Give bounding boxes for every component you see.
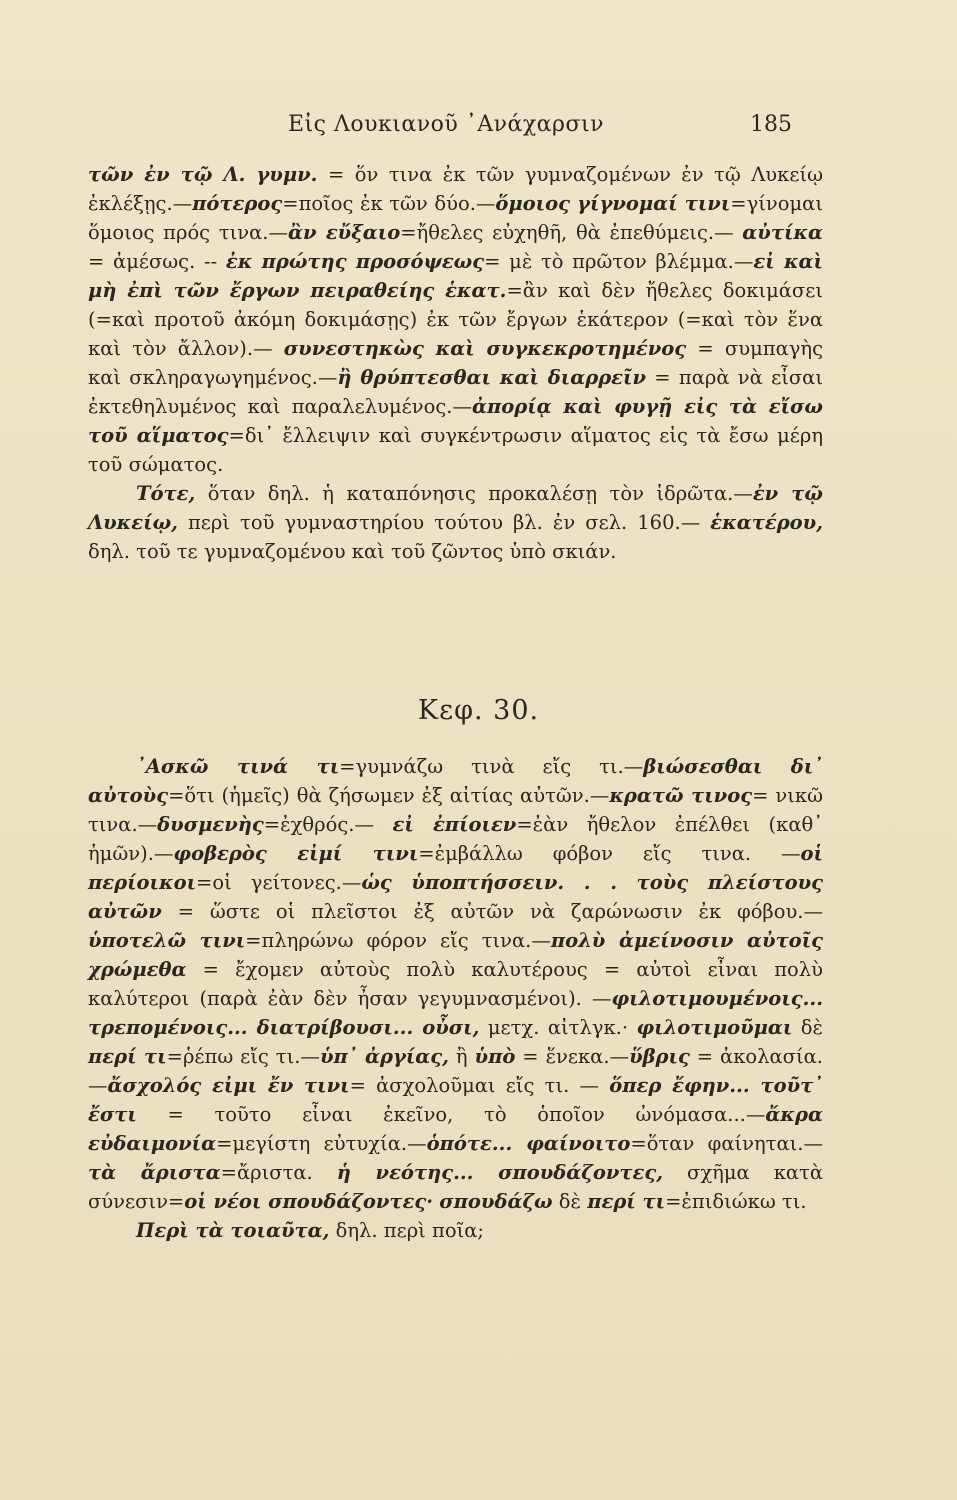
gloss: = μὲ τὸ πρῶτον βλέμμα.— — [484, 250, 754, 273]
lemma: ὁπότε... φαίνοιτο — [426, 1132, 631, 1155]
chapter-heading: Κεφ. 30. — [417, 695, 540, 726]
gloss: = τοῦτο εἶναι ἐκεῖνο, τὸ ὁποῖον ὠνόμασα...— — [136, 1103, 766, 1126]
lemma: βιώσεσθαι δι᾿ αὐτοὺς — [88, 755, 823, 807]
gloss: = παρὰ νὰ εἶσαι ἐκτεθηλυμένος καὶ παραλελυμένος.— — [88, 366, 823, 418]
commentary-paragraph — [88, 752, 823, 1216]
gloss: ὅταν δηλ. ἡ καταπόνησις προκαλέσῃ τὸν ἱδρῶτα.— — [195, 482, 753, 505]
gloss: δὲ — [792, 1016, 824, 1039]
gloss: = ὅν τινα ἐκ τῶν γυμναζομένων ἐν τῷ Λυκείῳ ἐκλέξῃς.— — [88, 163, 823, 215]
lemma: συνεστηκὼς καὶ συγκεκροτημένος — [283, 337, 687, 360]
gloss: =ποῖος ἐκ τῶν δύο.— — [282, 192, 496, 215]
gloss: =γυμνάζω τινὰ εἴς τι.— — [339, 755, 644, 778]
gloss: =ἄριστα. — [220, 1161, 337, 1184]
gloss: =γίνομαι ὅμοιος πρός τινα.— — [88, 192, 823, 244]
gloss: = νικῶ τινα.— — [88, 784, 823, 836]
gloss: =οἱ γείτονες.— — [196, 871, 362, 894]
lemma: ἑκατέρου, — [710, 511, 823, 534]
lemma: ἂν εὔξαιο — [287, 221, 401, 244]
gloss: =δι᾿ ἔλλειψιν καὶ συγκέντρωσιν αἵματος εἰς τὰ ἔσω μέρη τοῦ σώματος. — [88, 424, 823, 476]
lemma: δυσμενὴς — [157, 813, 264, 836]
lemma: εἰ καὶ μὴ ἐπὶ τῶν ἔργων πειραθείης ἑκατ. — [88, 250, 823, 302]
lemma: περί τι — [88, 1045, 167, 1068]
gloss: =ὅταν φαίνηται.— — [630, 1132, 823, 1155]
gloss: =ῥέπω εἴς τι.— — [166, 1045, 320, 1068]
lemma: περί τι — [587, 1190, 666, 1213]
gloss: μετχ. αἰτλγκ.· — [479, 1016, 637, 1039]
lemma: Τότε, — [136, 482, 196, 505]
gloss: =ἐχθρός.— — [263, 813, 393, 836]
gloss: ἢ — [448, 1045, 475, 1068]
lemma: ἐκ πρώτης προσόψεως — [225, 250, 485, 273]
lemma: φιλοτιμουμένοις... τρεπομένοις... διατρίβουσι... οὖσι, — [88, 987, 823, 1039]
lemma: Περὶ τὰ τοιαῦτα, — [136, 1219, 330, 1242]
lemma: πολὺ ἀμείνοσιν αὐτοῖς χρώμεθα — [88, 929, 824, 981]
lemma: τῶν ἐν τῷ Λ. γυμν. — [88, 163, 318, 186]
gloss: =μεγίστη εὐτυχία.— — [216, 1132, 427, 1155]
lemma: ὕβρις — [629, 1045, 690, 1068]
lemma: αὐτίκα — [742, 221, 824, 244]
gloss: δηλ. περὶ ποῖα; — [329, 1219, 484, 1242]
running-head-title: Εἰς Λουκιανοῦ ᾿Ανάχαρσιν — [288, 112, 604, 137]
gloss: = ἕνεκα.— — [515, 1045, 630, 1068]
lemma: ὑπ᾿ ἀργίας, — [319, 1045, 449, 1068]
lemma: ἢ θρύπτεσθαι καὶ διαρρεῖν — [337, 366, 646, 389]
lemma: ἐν τῷ Λυκείῳ, — [88, 482, 823, 534]
lemma: κρατῶ τινος — [609, 784, 753, 807]
commentary-block-1 — [88, 160, 823, 566]
lemma: πότερος — [192, 192, 283, 215]
gloss: = ὥστε οἱ πλεῖστοι ἐξ αὐτῶν νὰ ζαρώνωσιν ἐκ φόβου.— — [161, 900, 823, 923]
lemma: ᾿Ασκῶ τινά τι — [136, 755, 340, 778]
lemma: ὑποτελῶ τινι — [88, 929, 246, 952]
gloss: σχῆμα κατὰ σύνεσιν= — [88, 1161, 824, 1213]
lemma: εἰ ἐπίοιεν — [392, 813, 517, 836]
gloss: =ὅτι (ἡμεῖς) θὰ ζήσωμεν ἐξ αἰτίας αὐτῶν.— — [168, 784, 610, 807]
lemma: ἀπορίᾳ καὶ φυγῇ εἰς τὰ εἴσω τοῦ αἵματος — [88, 395, 823, 447]
gloss: =πληρώνω φόρον εἴς τινα.— — [245, 929, 551, 952]
lemma: φιλοτιμοῦμαι — [636, 1016, 793, 1039]
lemma: ὑπὸ — [474, 1045, 516, 1068]
lemma: οἱ νέοι σπουδάζοντες· — [184, 1190, 434, 1213]
page-number: 185 — [750, 112, 792, 137]
commentary-paragraph — [88, 479, 823, 566]
running-head — [0, 112, 957, 152]
lemma: σπουδάζω — [439, 1190, 553, 1213]
gloss: =ἐμβάλλω φόβον εἴς τινα. — — [418, 842, 801, 865]
lemma: τὰ ἄριστα — [88, 1161, 221, 1184]
commentary-paragraph — [88, 1216, 823, 1245]
commentary-block-2 — [88, 752, 823, 1245]
lemma: ἄσχολός εἰμι ἔν τινι — [107, 1074, 350, 1097]
gloss: =ἤθελες εὐχηθῆ, θὰ ἐπεθύμεις.— — [400, 221, 743, 244]
lemma: φοβερὸς εἰμί τινι — [173, 842, 419, 865]
gloss: δὲ — [552, 1190, 588, 1213]
gloss: = συμπαγὴς καὶ σκληραγωγημένος.— — [88, 337, 823, 389]
lemma: ἡ νεότης... σπουδάζοντες, — [336, 1161, 664, 1184]
lemma: ὅπερ ἔφην... τοῦτ᾿ ἔστι — [88, 1074, 823, 1126]
commentary-paragraph — [88, 160, 823, 479]
gloss: = ἀμέσως. -- — [88, 250, 226, 273]
gloss: = ἀσχολοῦμαι εἴς τι. — — [349, 1074, 610, 1097]
gloss: =ἂν καὶ δὲν ἤθελες δοκιμάσει (=καὶ προτοῦ ἀκόμη δοκιμάσῃς) ἐκ τῶν ἔργων ἑκάτερον (=καὶ τὸν ἕνα καὶ τὸν ἄλλον).— — [88, 279, 823, 360]
lemma: ὅμοιος γίγνομαί τινι — [495, 192, 731, 215]
gloss: δηλ. τοῦ τε γυμναζομένου καὶ τοῦ ζῶντος ὑπὸ σκιάν. — [88, 540, 617, 563]
lemma: ἄκρα εὐδαιμονία — [88, 1103, 823, 1155]
gloss: περὶ τοῦ γυμναστηρίου τούτου βλ. ἐν σελ. 160.— — [177, 511, 711, 534]
gloss: =ἐπιδιώκω τι. — [665, 1190, 807, 1213]
gloss: = ἔχομεν αὐτοὺς πολὺ καλυτέρους = αὐτοὶ εἶναι πολὺ καλύτεροι (παρὰ ἐὰν δὲν ἦσαν γεγυμνασμένοι). — — [88, 958, 823, 1010]
gloss: = ἀκολασία.— — [88, 1045, 823, 1097]
lemma: οἱ περίοικοι — [88, 842, 823, 894]
gloss: =ἐὰν ἤθελον ἐπέλθει (καθ᾿ ἡμῶν).— — [88, 813, 823, 865]
lemma: ὡς ὑποπτήσσειν. . . τοὺς πλείστους αὐτῶν — [88, 871, 823, 923]
